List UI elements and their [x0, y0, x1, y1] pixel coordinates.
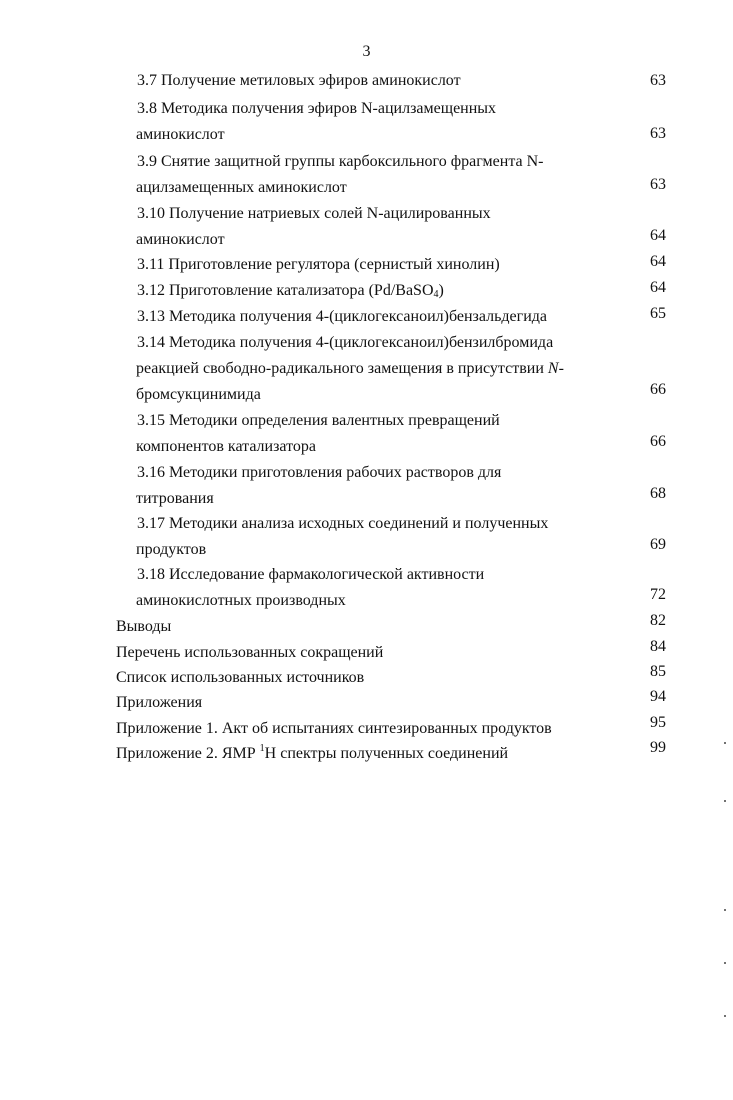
toc-entry-page: 82 [650, 612, 666, 629]
toc-entry-page: 72 [650, 586, 666, 603]
toc-entry-page: 85 [650, 663, 666, 680]
toc-entry-title: 3.18 Исследование фармакологической активности аминокислотных производных [136, 566, 485, 609]
toc-entry-title: 3.12 Приготовление катализатора (Pd/BaSO$_4$) [137, 282, 444, 300]
page-number: 3 [362, 43, 371, 60]
toc-entry-title: Список использованных источников [116, 669, 365, 686]
toc-entry-page: 64 [650, 227, 666, 244]
scan-speck [724, 1015, 726, 1017]
toc-entry-page: 99 [650, 739, 666, 756]
toc-entry-page: 66 [650, 433, 666, 450]
toc-entry-page: 66 [650, 381, 666, 398]
toc-entry-title: Приложение 2. ЯМР $^1$H спектры полученных соединений [116, 743, 509, 762]
toc-entry-title: Приложения [116, 694, 203, 711]
toc-entry-page: 63 [650, 176, 666, 193]
toc-entry-title: 3.16 Методики приготовления рабочих растворов для титрования [136, 464, 502, 507]
toc-entry-page: 69 [650, 536, 666, 553]
toc-entry-title: 3.13 Методика получения 4-(циклогексаноил)бензальдегида [137, 308, 547, 325]
toc-entry-title: Приложение 1. Акт об испытаниях синтезированных продуктов [116, 720, 552, 737]
scan-speck [724, 962, 726, 964]
toc-entry-page: 63 [650, 125, 666, 142]
toc-entry-page: 94 [650, 688, 666, 705]
toc-entry-page: 68 [650, 485, 666, 502]
toc-entry-title: 3.9 Снятие защитной группы карбоксильного фрагмента N- ацилзамещенных аминокислот [136, 153, 544, 196]
toc-entry-title: 3.7 Получение метиловых эфиров аминокислот [137, 72, 461, 89]
scan-speck [724, 742, 726, 744]
toc-entry-title: 3.17 Методики анализа исходных соединений и полученных продуктов [136, 515, 549, 558]
toc-entry-page: 65 [650, 305, 666, 322]
toc-entry-title: 3.14 Методика получения 4-(циклогексаноил)бензилбромида реакцией свободно-радикального замещения в присутствии N- бромсукцинимида [136, 334, 564, 403]
toc-entry-title: 3.15 Методики определения валентных превращений компонентов катализатора [136, 412, 500, 455]
toc-entry-title: 3.8 Методика получения эфиров N-ацилзамещенных аминокислот [136, 100, 497, 143]
toc-entry-title: Перечень использованных сокращений [116, 644, 384, 661]
toc-entry-title: 3.10 Получение натриевых солей N-ацилированных аминокислот [136, 205, 491, 248]
toc-entry-page: 63 [650, 72, 666, 89]
toc-entry-page: 84 [650, 638, 666, 655]
toc-entry-page: 64 [650, 279, 666, 296]
scan-speck [724, 800, 726, 802]
toc-entry-title: 3.11 Приготовление регулятора (сернистый хинолин) [137, 256, 500, 273]
toc-entry-page: 64 [650, 253, 666, 270]
toc-entry-title: Выводы [116, 618, 172, 635]
toc-entry-page: 95 [650, 714, 666, 731]
scan-speck [724, 909, 726, 911]
